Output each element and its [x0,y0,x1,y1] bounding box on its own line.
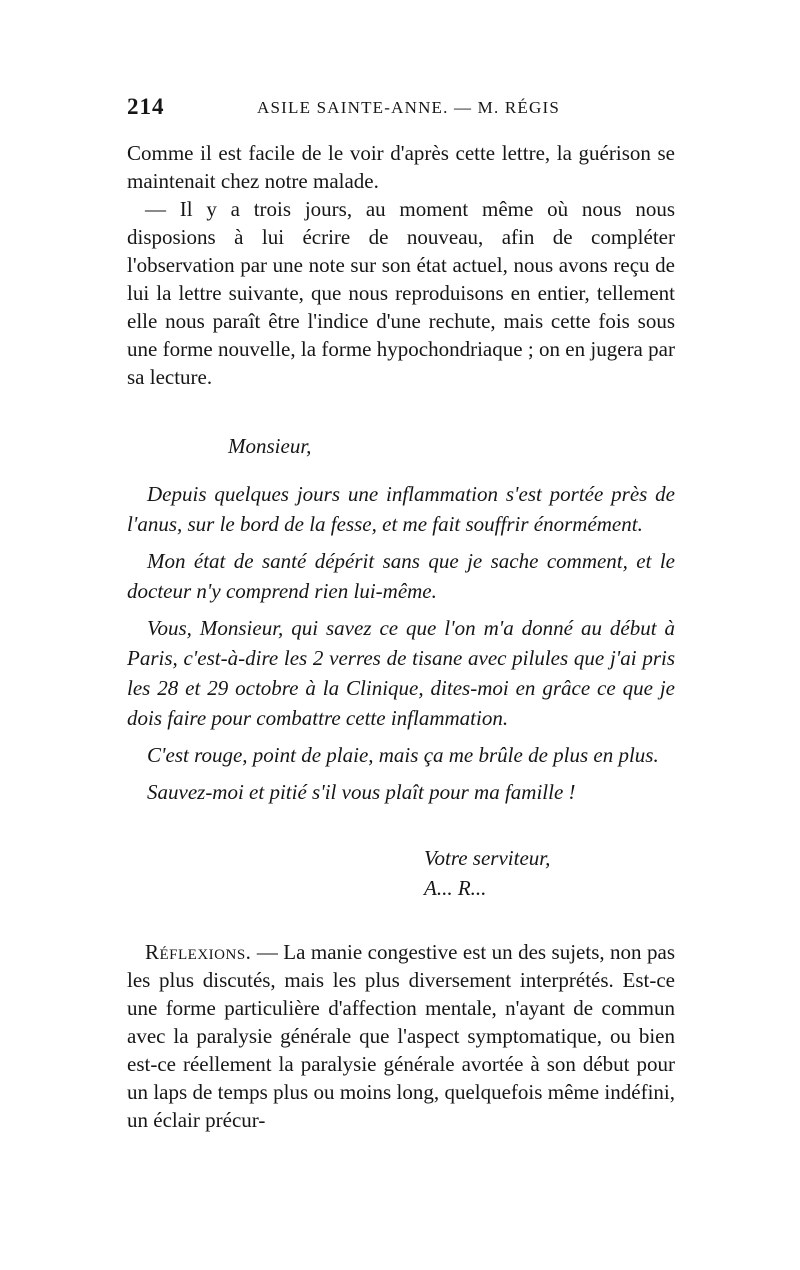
letter-paragraph: Vous, Monsieur, qui savez ce que l'on m'a donné au début à Paris, c'est-à-dire les 2 verres de tisane avec pilules que j'ai pris les 28 et 29 octobre à la Clinique, dites-moi en grâce ce que je dois faire pour combattre cette inflammation. [127,616,675,730]
reflexions-paragraph [127,938,675,1134]
running-head: ASILE SAINTE-ANNE. — M. RÉGIS [257,98,561,117]
letter-paragraph: Depuis quelques jours une inflammation s'est portée près de l'anus, sur le bord de la fesse, et me fait souffrir énormément. [127,482,675,536]
intro-text [127,139,675,391]
letter-signature: A... R... [424,876,487,900]
page-number: 214 [127,94,165,119]
reflexions-label: Réflexions. [145,940,252,964]
intro-paragraph-2: — Il y a trois jours, au moment même où nous nous disposions à lui écrire de nouveau, afin de compléter l'observation par une note sur son état actuel, nous avons reçu de lui la lettre suivante, que nous reproduisons en entier, tellement elle nous paraît être l'indice d'une rechute, mais cette fois sous une forme nouvelle, la forme hypochondriaque ; on en jugera par sa lecture. [127,197,675,389]
reflexions-section [127,938,675,1134]
page-header [127,94,687,124]
reflexions-text: — La manie congestive est un des sujets, non pas les plus discutés, mais les plus diversement interprétés. Est-ce une forme particulière d'affection mentale, n'ayant de commun avec la paralysie générale que l'aspect symptomatique, ou bien est-ce réellement la paralysie générale avortée à son début pour un laps de temps plus ou moins long, quelquefois même indéfini, un éclair précur- [127,940,675,1132]
letter-closing: Votre serviteur, [424,846,551,870]
letter-paragraph: Mon état de santé dépérit sans que je sache comment, et le docteur n'y comprend rien lui-même. [127,549,675,603]
letter-salutation: Monsieur, [228,434,312,458]
letter-paragraph: C'est rouge, point de plaie, mais ça me brûle de plus en plus. [147,743,659,767]
letter-body [127,479,675,814]
intro-paragraph-1: Comme il est facile de le voir d'après cette lettre, la guérison se maintenait chez notre malade. [127,141,675,193]
letter-paragraph: Sauvez-moi et pitié s'il vous plaît pour ma famille ! [147,780,576,804]
